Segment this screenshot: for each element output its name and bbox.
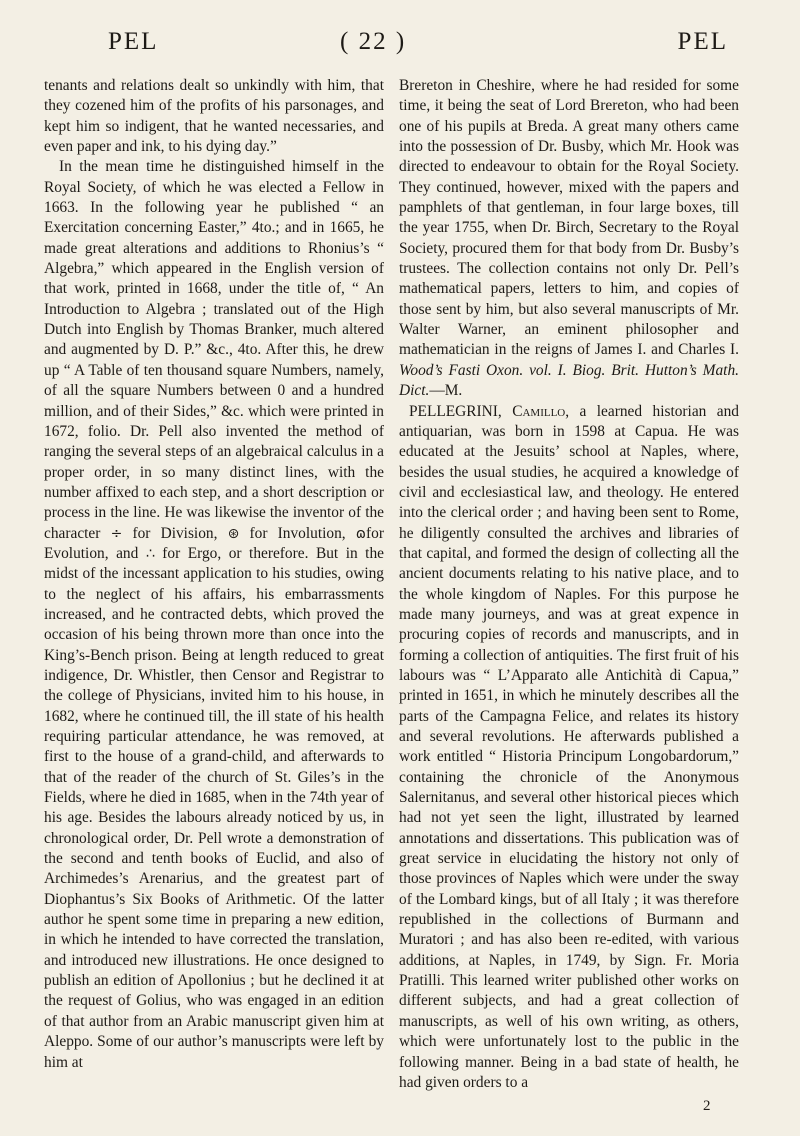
ergo-symbol: ∴	[145, 545, 155, 562]
right-column	[399, 76, 739, 1093]
header-right: PEL	[677, 28, 728, 55]
left-column	[44, 76, 384, 1073]
text-run: a learned historian and antiquarian, was born in 1598 at Capua. He was educated at the Jesuits’ school at Naples, where, besides the usual studies, he acquired a knowledge of civil and ecclesiastical law, and theology. He entered into the clerical order ; and having been sent to Rome, he diligently consulted the archives and libraries of that capital, and formed the design of collecting all the ancient documents relating to his native place, and to the whole kingdom of Naples. For this purpose he made many journeys, and was at great expence in procuring copies of records and manuscripts, and in forming a collection of antiquities. The first fruit of his labours was “ L’Apparato alle Antichità di Capua,” printed in 1651, in which he minutely describes all the parts of the Campagna Felice, and relates its history and several revolutions. He afterwards published a work entitled “ Historia Principum Longobardorum,” containing the chronicle of the Anonymous Salernitanus, and several other historical pieces which had not yet seen the light, illustrated by learned annotations and dissertations. This publication was of great service in elucidating the history not only of those provinces of Naples which were under the sway of the Lombard kings, but of all Italy ; it was therefore republished in the collections of Burmann and Muratori ; and has also been re-edited, with various additions, at Naples, in 1749, by Sign. Fr. Moria Pratilli. This learned writer published other works on different subjects, and had a great collection of manuscripts, as well of his own writing, as others, which were unfortunately lost to the public in the following manner. Being in a bad state of health, he had given orders to a	[399, 402, 739, 1091]
entry-paragraph	[399, 402, 739, 1094]
entry-name: PELLEGRINI,	[409, 402, 502, 420]
evolution-symbol: ɷ	[355, 525, 366, 542]
header-left: PEL	[108, 28, 159, 55]
text-run: for Division,	[132, 524, 218, 542]
running-header	[60, 28, 756, 64]
involution-symbol: ⊛	[227, 525, 240, 542]
text-run: Brereton in Cheshire, where he had resided for some time, it being the seat of Lord Brereton, who had been one of his pupils at Breda. A great many others came into the possession of Dr. Busby, which Mr. Hook was directed to endeavour to obtain for the Royal Society. They continued, however, mixed with the papers and pamphlets of that gentleman, in four large boxes, till the year 1755, when Dr. Birch, Secretary to the Royal Society, procured them for that body from Dr. Busby’s trustees. The collection contains not only Dr. Pell’s mathematical papers, letters to him, and copies of those sent by him, but also several manuscripts of Mr. Walter Warner, an eminent philosopher and mathematician in the reigns of James I. and Charles I.	[399, 77, 739, 359]
text-run: for Evolution, and	[44, 524, 384, 562]
text-run: for Involution,	[249, 524, 346, 542]
text-run: In the mean time he distinguished himself in the Royal Society, of which he was elected a Fellow in 1663. In the following year he published “ an Exercitation concerning Easter,” 4to.; and in 1665, he made great alterations and additions to Rhonius’s “ Algebra,” which appeared in the English version of that work, printed in 1668, under the title of, “ An Introduction to Algebra ; translated out of the High Dutch into English by Thomas Branker, much altered and augmented by D. P.” &c., 4to. After this, he drew up “ A Table of ten thousand square Numbers, namely, of all the square Numbers between 0 and a hundred million, and of their Sides,” &c. which were printed in 1672, folio. Dr. Pell also invented the method of ranging the several steps of an algebraical calculus in a proper order, in so many distinct lines, with the number affixed to each step, and a short description or process in the line. He was likewise the inventor of the character	[44, 158, 384, 542]
entry-given-name: Camillo,	[512, 402, 570, 420]
paragraph	[399, 76, 739, 402]
author-initial: —M.	[429, 382, 463, 400]
catchword: 2	[703, 1098, 711, 1114]
page-number: ( 22 )	[340, 28, 407, 55]
division-symbol: ÷	[110, 525, 123, 542]
text-run: for Ergo, or therefore. But in the midst of the incessant application to his studies, owing to the neglect of his affairs, his embarrassments increased, and he contracted debts, which proved the occasion of his being thrown more than once into the King’s-Bench prison. Being at length reduced to great indigence, Dr. Whistler, then Censor and Registrar to the college of Physicians, invited him to his house, in 1682, where he continued till, the ill state of his health requiring particular attendance, he was removed, at first to the house of a grand-child, and afterwards to that of the reader of the church of St. Giles’s in the Fields, where he died in 1685, when in the 74th year of his age. Besides the labours already noticed by us, in chronological order, Dr. Pell wrote a demonstration of the second and tenth books of Euclid, and also of Archimedes’s Arenarius, and the greatest part of Diophantus’s Six Books of Arithmetic. Of the latter author he spent some time in preparing a new edition, in which he intended to have corrected the translation, and introduced new illustrations. He once designed to publish an edition of Apollonius ; but he declined it at the request of Golius, who was engaged in an edition of that author from an Arabic manuscript given him at Aleppo. Some of our author’s manuscripts were left by him at	[44, 544, 384, 1071]
references: Wood’s Fasti Oxon. vol. I. Biog. Brit. Hutton’s Math. Dict.	[399, 361, 739, 400]
paragraph	[44, 157, 384, 1072]
paragraph: tenants and relations dealt so unkindly with him, that they cozened him of the profits of his parsonages, and kept him so indigent, that he wanted necessaries, and even paper and ink, to his dying day.”	[44, 77, 384, 156]
